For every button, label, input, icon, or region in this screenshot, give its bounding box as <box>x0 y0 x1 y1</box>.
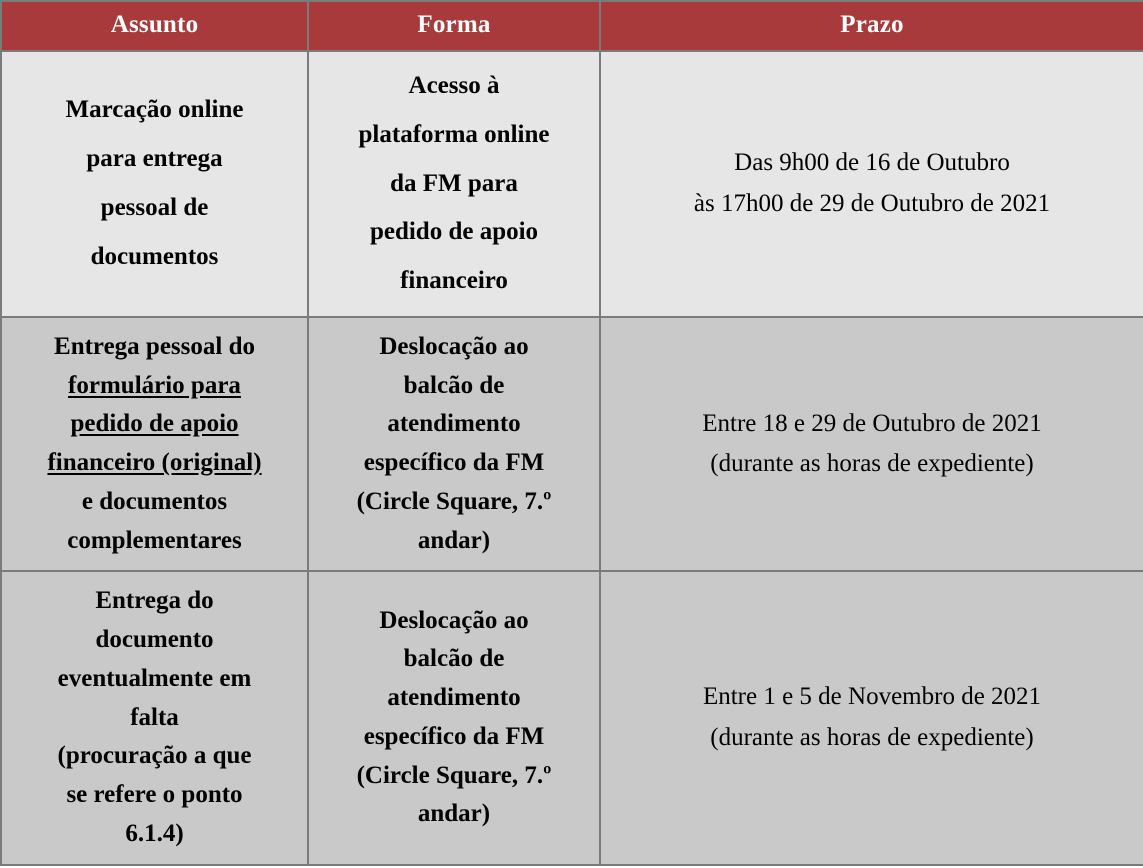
text-line: específico da FM <box>363 722 545 750</box>
cell-assunto <box>1 571 308 864</box>
text-line: documentos <box>90 242 219 270</box>
text-line: da FM para <box>390 169 518 197</box>
cell-prazo <box>600 51 1143 317</box>
text-line: financeiro <box>400 267 508 294</box>
text-line: Entre 1 e 5 de Novembro de 2021 <box>702 683 1042 711</box>
text-line: Acesso à <box>408 72 500 99</box>
text-line: pessoal de <box>100 193 209 221</box>
text-line: Entrega do <box>95 587 214 615</box>
text-line: 6.1.4) <box>125 819 184 847</box>
table-header <box>1 1 1143 51</box>
text-line: específico da FM <box>363 449 545 476</box>
text-line-underlined: pedido de apoio <box>70 410 239 438</box>
text-line: (procuração a que <box>57 742 252 770</box>
text-line: Marcação online <box>65 96 244 124</box>
cell-forma <box>308 51 600 317</box>
column-header-forma: Forma <box>308 1 600 51</box>
text-line: Entrega pessoal do <box>54 332 255 360</box>
table-body <box>1 51 1143 865</box>
column-header-prazo: Prazo <box>600 1 1143 51</box>
table-row <box>1 571 1143 864</box>
text-line: (durante as horas de expediente) <box>710 450 1034 477</box>
text-line: Deslocação ao <box>379 332 529 360</box>
text-line: e documentos <box>81 487 228 515</box>
text-line: atendimento <box>387 684 521 712</box>
cell-prazo <box>600 317 1143 572</box>
text-line: pedido de apoio <box>369 218 539 246</box>
text-line: andar) <box>417 800 491 828</box>
text-line: complementares <box>67 526 242 554</box>
cell-assunto <box>1 51 308 317</box>
text-line: balcão de <box>403 645 505 673</box>
table-row <box>1 317 1143 572</box>
table-header-row <box>1 1 1143 51</box>
text-line: plataforma online <box>358 120 550 148</box>
text-line: (durante as horas de expediente) <box>710 723 1034 751</box>
text-line: eventualmente em <box>57 664 252 692</box>
cell-prazo <box>600 571 1143 864</box>
text-line: balcão de <box>403 371 505 399</box>
text-line-underlined: formulário para <box>68 371 241 399</box>
text-line: Das 9h00 de 16 de Outubro <box>734 149 1010 177</box>
text-line: Entre 18 e 29 de Outubro de 2021 <box>702 409 1042 437</box>
text-line: (Circle Square, 7.º <box>356 761 552 789</box>
text-line: andar) <box>417 526 491 554</box>
text-line: Deslocação ao <box>379 606 529 634</box>
text-line: se refere o ponto <box>66 781 243 808</box>
text-line: para entrega <box>86 145 223 173</box>
text-line-underlined: financeiro (original) <box>47 449 262 476</box>
text-line: (Circle Square, 7.º <box>356 487 552 515</box>
column-header-assunto: Assunto <box>1 1 308 51</box>
table-row <box>1 51 1143 317</box>
cell-forma <box>308 571 600 864</box>
text-line: atendimento <box>387 410 521 438</box>
cell-forma <box>308 317 600 572</box>
text-line: às 17h00 de 29 de Outubro de 2021 <box>693 189 1051 217</box>
cell-assunto <box>1 317 308 572</box>
text-line: falta <box>130 703 179 731</box>
text-line: documento <box>95 626 214 653</box>
